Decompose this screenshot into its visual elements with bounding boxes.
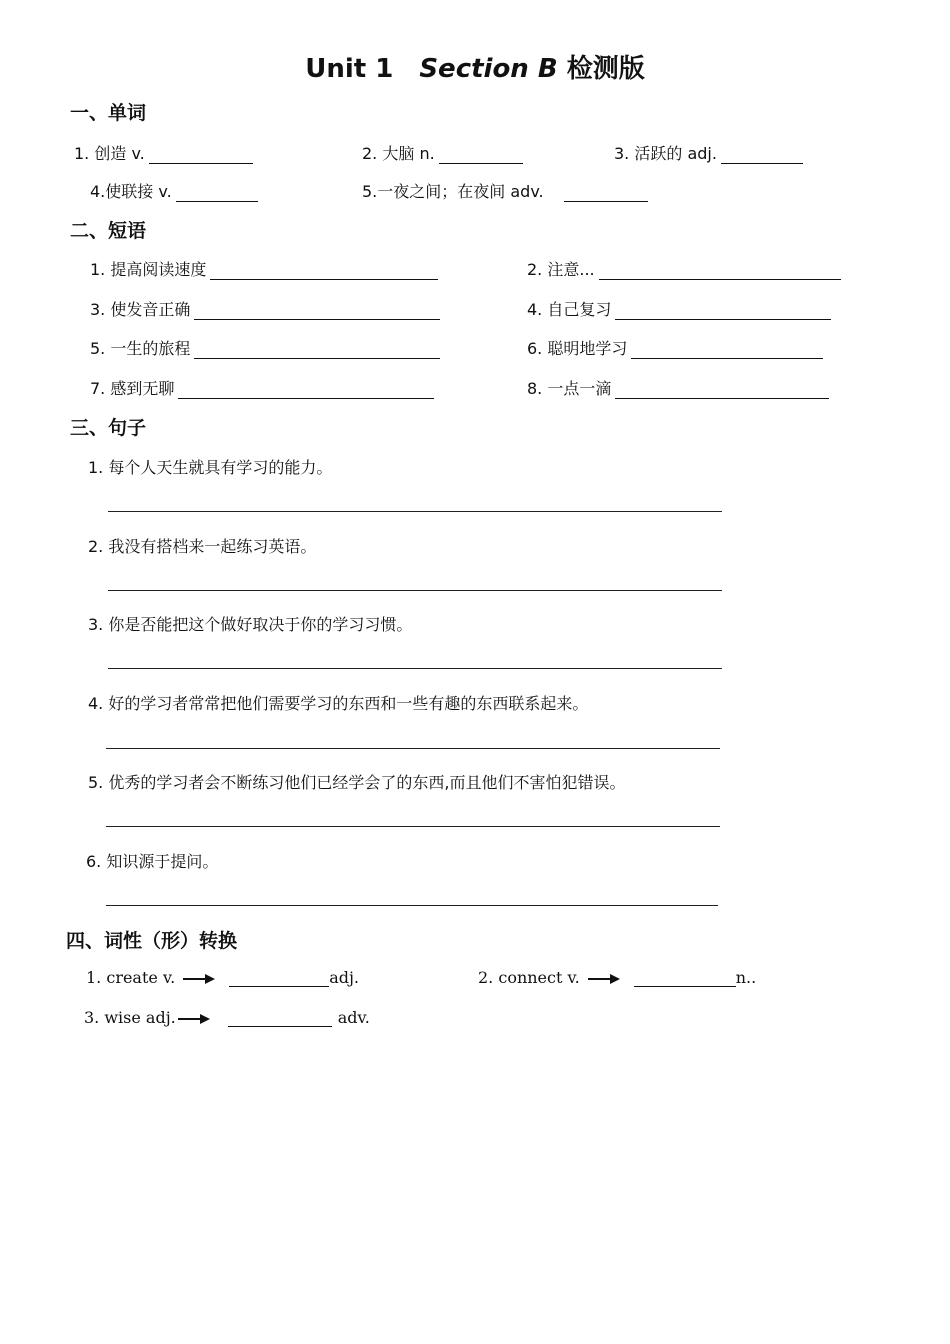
vocab-item-2-blank[interactable]	[439, 145, 523, 164]
vocab-item-3-label: 3. 活跃的 adj.	[614, 144, 717, 163]
phrase-item-7	[90, 376, 434, 399]
vocab-item-3-blank[interactable]	[721, 145, 803, 164]
phrase-item-4	[527, 297, 831, 320]
sentence-5-answer-line[interactable]	[106, 826, 720, 827]
sentence-item-1: 1. 每个人天生就具有学习的能力。	[88, 458, 333, 477]
conversion-item-2	[478, 968, 756, 987]
phrase-item-6-label: 6. 聪明地学习	[527, 339, 628, 358]
sentence-item-6: 6. 知识源于提问。	[86, 852, 219, 871]
phrase-item-4-blank[interactable]	[615, 301, 831, 320]
phrase-item-8-blank[interactable]	[615, 380, 829, 399]
conversion-item-3-blank[interactable]	[228, 1008, 332, 1027]
title-suffix: 检测版	[566, 54, 645, 84]
sentence-item-5: 5. 优秀的学习者会不断练习他们已经学会了的东西,而且他们不害怕犯错误。	[88, 773, 626, 792]
vocab-item-1-label: 1. 创造 v.	[74, 144, 145, 163]
phrase-item-8-label: 8. 一点一滴	[527, 379, 612, 398]
phrase-item-4-label: 4. 自己复习	[527, 300, 612, 319]
page-title	[0, 48, 950, 85]
conversion-item-2-blank[interactable]	[634, 968, 736, 987]
phrase-item-7-blank[interactable]	[178, 380, 434, 399]
vocab-item-5-label: 5.一夜之间；在夜间 adv.	[362, 182, 544, 201]
phrase-item-6	[527, 336, 823, 359]
phrase-item-3	[90, 297, 440, 320]
vocab-item-5-blank[interactable]	[564, 183, 648, 202]
conversion-item-1-blank[interactable]	[229, 968, 329, 987]
conversion-item-3-prefix: 3. wise adj.	[84, 1008, 176, 1027]
sentence-3-answer-line[interactable]	[108, 668, 722, 669]
sentence-item-3: 3. 你是否能把这个做好取决于你的学习习惯。	[88, 615, 413, 634]
vocab-item-4-label: 4.使联接 v.	[90, 182, 172, 201]
phrase-item-2-blank[interactable]	[599, 261, 841, 280]
phrase-item-2	[527, 257, 841, 280]
conversion-item-1	[86, 968, 359, 987]
arrow-right-icon	[183, 974, 215, 984]
phrase-item-5-label: 5. 一生的旅程	[90, 339, 191, 358]
conversion-item-2-prefix: 2. connect v.	[478, 968, 580, 987]
sentence-1-answer-line[interactable]	[108, 511, 722, 512]
phrase-item-3-label: 3. 使发音正确	[90, 300, 191, 319]
phrase-item-1	[90, 257, 438, 280]
section4-heading: 四、词性（形）转换	[66, 930, 238, 952]
phrase-item-8	[527, 376, 829, 399]
vocab-item-4	[90, 179, 258, 202]
phrase-item-6-blank[interactable]	[631, 340, 823, 359]
title-unit: Unit 1	[305, 54, 394, 84]
conversion-item-2-suffix: n..	[735, 968, 757, 987]
conversion-item-3	[84, 1008, 370, 1027]
phrase-item-5-blank[interactable]	[194, 340, 440, 359]
phrase-item-1-blank[interactable]	[210, 261, 438, 280]
vocab-item-5	[362, 179, 648, 202]
sentence-item-4: 4. 好的学习者常常把他们需要学习的东西和一些有趣的东西联系起来。	[88, 694, 589, 713]
vocab-item-2-label: 2. 大脑 n.	[362, 144, 435, 163]
sentence-4-answer-line[interactable]	[106, 748, 720, 749]
title-section: Section B	[419, 54, 558, 84]
phrase-item-2-label: 2. 注意...	[527, 260, 595, 279]
arrow-right-icon	[178, 1014, 210, 1024]
section3-heading: 三、句子	[70, 417, 147, 439]
arrow-right-icon	[588, 974, 620, 984]
phrase-item-5	[90, 336, 440, 359]
vocab-item-2	[362, 141, 523, 164]
vocab-item-4-blank[interactable]	[176, 183, 258, 202]
section1-heading: 一、单词	[70, 102, 147, 124]
conversion-item-1-prefix: 1. create v.	[86, 968, 176, 987]
conversion-item-3-suffix: adv.	[337, 1008, 370, 1027]
sentence-6-answer-line[interactable]	[106, 905, 718, 906]
vocab-item-3	[614, 141, 803, 164]
conversion-item-1-suffix: adj.	[329, 968, 360, 987]
vocab-item-1-blank[interactable]	[149, 145, 253, 164]
section2-heading: 二、短语	[70, 220, 147, 242]
sentence-2-answer-line[interactable]	[108, 590, 722, 591]
phrase-item-3-blank[interactable]	[194, 301, 440, 320]
sentence-item-2: 2. 我没有搭档来一起练习英语。	[88, 537, 317, 556]
vocab-item-1	[74, 141, 253, 164]
phrase-item-1-label: 1. 提高阅读速度	[90, 260, 207, 279]
phrase-item-7-label: 7. 感到无聊	[90, 379, 175, 398]
